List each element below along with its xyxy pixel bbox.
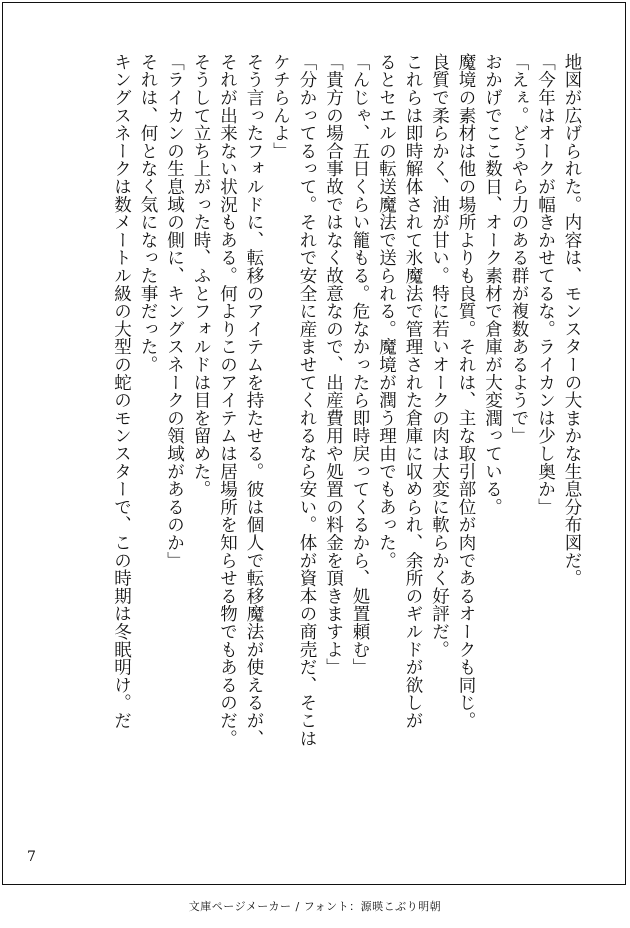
text-line-16: 「ライカンの生息域の側に、キングスネークの領域があるのか」 bbox=[164, 53, 185, 570]
page-frame bbox=[2, 2, 626, 885]
text-line-17: それは、何となく気になった事だった。 bbox=[138, 53, 158, 374]
text-line-5: 魔境の素材は他の場所よりも良質。それは、主な取引部位が肉であるオークも同じ。 bbox=[456, 53, 476, 730]
text-line-12: ケチらんよ」 bbox=[270, 53, 291, 160]
text-line-10: 「貴方の場合事故ではなく故意なので、出産費用や処置の料金を頂きますよ」 bbox=[323, 53, 344, 676]
text-line-7: これらは即時解体されて氷魔法で管理された倉庫に収められ、余所のギルドが欲しが bbox=[403, 53, 423, 730]
text-line-3: 「えぇ。どうやら力のある群が複数あるようで」 bbox=[509, 53, 529, 445]
text-line-4: おかげでここ数日、オーク素材で倉庫が大変潤っている。 bbox=[482, 53, 503, 516]
text-line-14: それが出来ない状況もある。何よりこのアイテムは居場所を知らせる物でもあるのだ。 bbox=[217, 53, 238, 748]
text-line-6: 良質で柔らかく、油が甘い。特に若いオークの肉は大変に軟らかく好評だ。 bbox=[429, 53, 450, 659]
text-line-15: そうして立ち上がった時、ふとフォルドは目を留めた。 bbox=[191, 53, 211, 498]
text-line-1: 地図が広げられた。内容は、モンスターの大まかな生息分布図だ。 bbox=[562, 53, 582, 587]
text-line-13: そう言ったフォルドに、転移のアイテムを持たせる。彼は個人で転移魔法が使えるが、 bbox=[244, 53, 264, 748]
page-number: 7 bbox=[27, 849, 36, 865]
text-line-8: るとセエルの転送魔法で送られる。魔境が潤う理由でもあった。 bbox=[376, 53, 397, 570]
text-line-2: 「今年はオークが幅きかせてるな。ライカンは少し奥か」 bbox=[535, 53, 556, 516]
text-line-9: 「んじゃ、五日くらい籠もる。危なかったら即時戻ってくるから、処置頼む」 bbox=[350, 53, 370, 676]
vertical-text-block bbox=[25, 53, 585, 853]
text-line-11: 「分かってるって。それで安全に産ませてくれるなら安い。体が資本の商売だ、そこは bbox=[297, 53, 317, 748]
text-line-18: キングスネークは数メートル級の大型の蛇のモンスターで、この時期は冬眠明け。だ bbox=[111, 53, 132, 730]
footer-credit: 文庫ページメーカー / フォント：源暎こぶり明朝 bbox=[188, 900, 442, 913]
